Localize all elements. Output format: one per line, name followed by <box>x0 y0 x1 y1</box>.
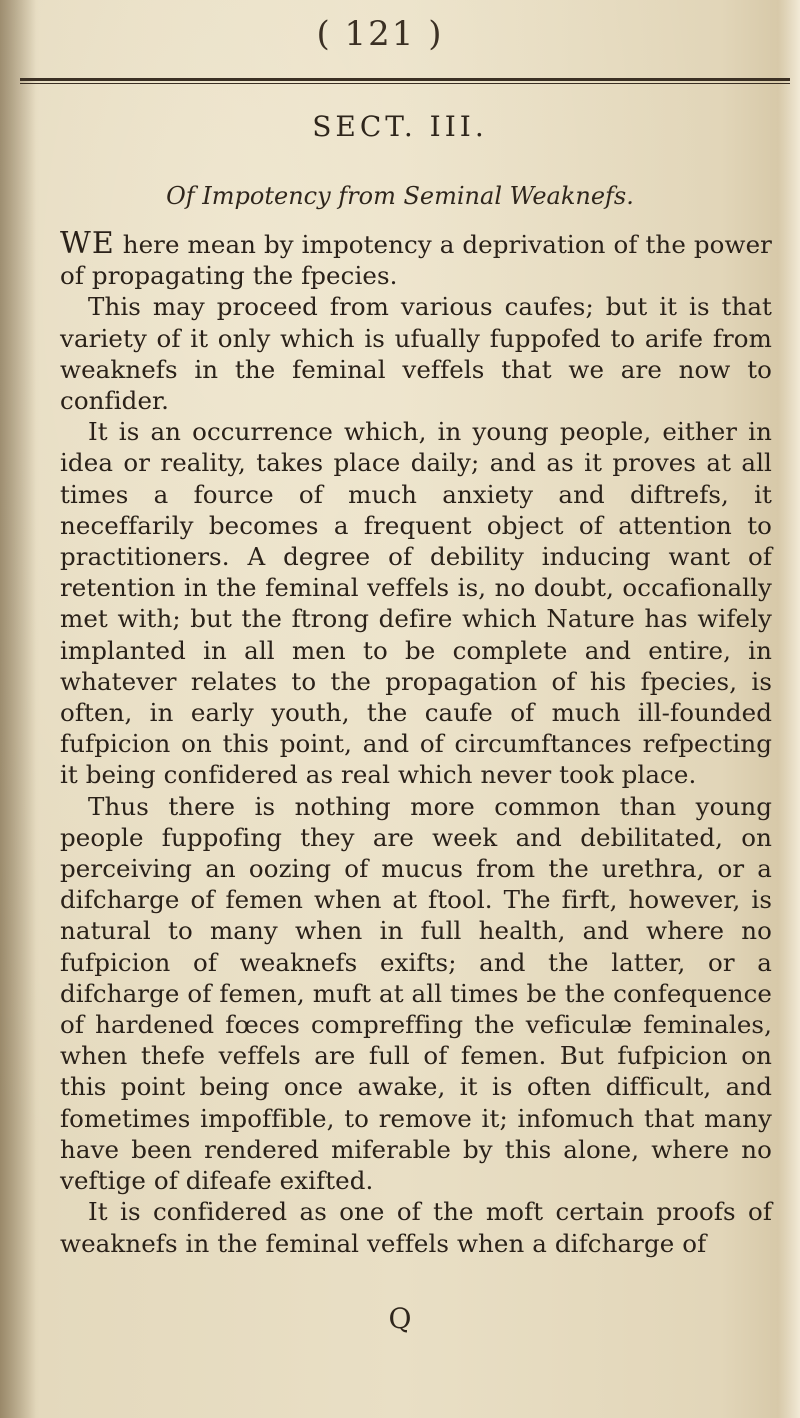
header-rule <box>20 78 790 84</box>
paragraph-1-text: here mean by impotency a deprivation of the power of propagating the fpecies. <box>60 230 772 291</box>
body-text <box>60 228 772 1259</box>
page-number: ( 121 ) <box>316 14 444 54</box>
opening-word: WE <box>60 226 115 261</box>
paragraph-4: Thus there is nothing more common than young people fuppofing they are week and debilitated, on perceiving an oozing of mucus from the urethra, or a difcharge of femen when at ftool. The firft, however, is natural to many when in full health, and where no fufpicion of weaknefs exifts; and the latter, or a difcharge of femen, muft at all times be the confequence of hardened fœces compreffing the veficulæ feminales, when thefe veffels are full of femen. But fufpicion on this point being once awake, it is often difficult, and fometimes impoffible, to remove it; infomuch that many have been rendered miferable by this alone, where no veftige of difeafe exifted. <box>60 791 772 1196</box>
paragraph-5: It is confidered as one of the moft certain proofs of weaknefs in the feminal veffels when a difcharge of <box>60 1197 772 1258</box>
section-heading: SECT. III. <box>312 110 488 143</box>
page-edge <box>778 0 800 1418</box>
paragraph-2: This may proceed from various caufes; but it is that variety of it only which is ufually fuppofed to arife from weaknefs in the feminal veffels that we are now to confider. <box>60 292 772 416</box>
paragraph-3: It is an occurrence which, in young people, either in idea or reality, takes place daily; and as it proves at all times a fource of much anxiety and diftrefs, it neceffarily becomes a frequent object of attention to practitioners. A degree of debility inducing want of retention in the feminal veffels is, no doubt, occafionally met with; but the ftrong defire which Nature has wifely implanted in all men to be complete and entire, in whatever relates to the propagation of his fpecies, is often, in early youth, the caufe of much ill-founded fufpicion on this point, and of circumftances refpecting it being confidered as real which never took place. <box>60 417 772 790</box>
signature-mark: Q <box>388 1302 412 1335</box>
gutter-shadow <box>0 0 36 1418</box>
paragraph-1 <box>60 228 772 291</box>
section-subtitle: Of Impotency from Seminal Weaknefs. <box>166 182 634 210</box>
